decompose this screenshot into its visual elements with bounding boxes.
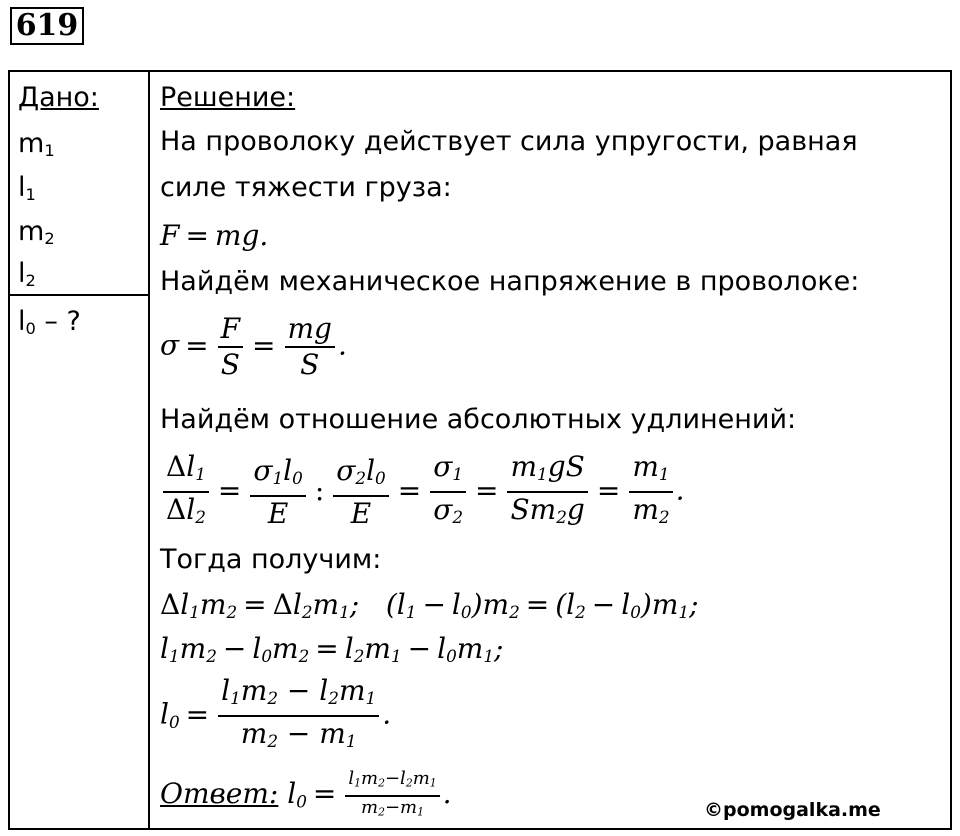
- given-item-l2: $l_2$: [18, 258, 36, 291]
- formula-l0: $l_0$ = $\frac{l_1m_2 - l_2m_1}{m_2 - m_1}$ .: [160, 674, 391, 758]
- column-divider: [148, 70, 150, 830]
- watermark: ©pomogalka.me: [704, 799, 881, 821]
- formula-eq1: $\Delta l_1m_2 = \Delta l_2m_1$; $(l_1 - l_0)m_2 = (l_2 - l_0)m_1$;: [160, 588, 699, 623]
- formula-ratio: $\frac{\Delta l_1}{\Delta l_2}$ = $\frac{\sigma_1l_0}{E}$ : $\frac{\sigma_2l_0}{E}$ = $\frac{\sigma_1}{\sigma_2}$ = $\frac{m_1gS}{Sm_2g}$ = $\frac{m_1}{m_2}$ .: [160, 450, 684, 534]
- solution-text-6: Найдём отношение абсолютных удлинений:: [160, 404, 797, 435]
- given-item-m2: $m_2$: [18, 216, 55, 249]
- answer-label: Ответ:: [160, 777, 279, 811]
- solution-text-8: Тогда получим:: [160, 544, 382, 575]
- answer-line: Ответ: $l_0$ = $\frac{l_1m_2-l_2m_1}{m_2-m_1}$ .: [160, 768, 452, 823]
- given-item-m1: $m_1$: [18, 128, 55, 161]
- solution-header: Решение:: [160, 82, 296, 113]
- solution-text-4: Найдём механическое напряжение в проволоке:: [160, 266, 860, 297]
- formula-stress: σ = $\frac{F}{S}$ = $\frac{mg}{S}$ .: [160, 312, 347, 381]
- solution-text-1: На проволоку действует сила упругости, равная: [160, 126, 858, 157]
- formula-eq2: $l_1m_2 - l_0m_2 = l_2m_1 - l_0m_1$;: [160, 632, 504, 667]
- formula-force: F = mg.: [160, 219, 269, 252]
- given-header: Дано:: [18, 82, 99, 113]
- given-item-l1: $l_1$: [18, 172, 36, 205]
- find-item: $l_0$ – ?: [18, 306, 81, 339]
- solution-text-2: силе тяжести груза:: [160, 172, 452, 203]
- problem-number: 619: [10, 7, 84, 45]
